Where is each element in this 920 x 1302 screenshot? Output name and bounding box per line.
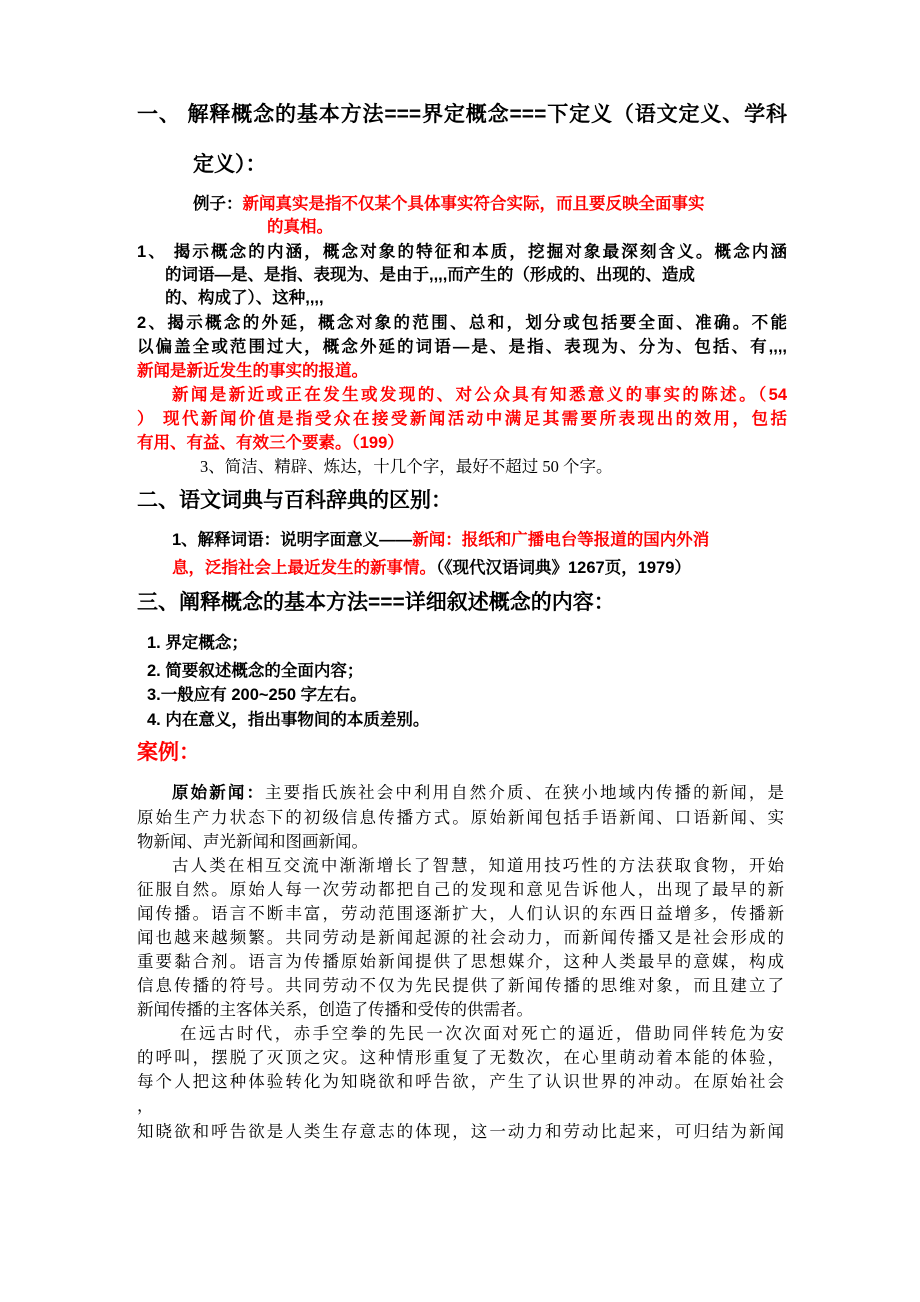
text-segment: 闻也越来越频繁。共同劳动是新闻起源的社会动力，而新闻传播又是社会形成的 xyxy=(137,928,784,947)
text-segment: 2、揭示概念的外延，概念对象的范围、总和，划分或包括要全面、准确。不能 xyxy=(137,314,787,332)
text-segment: 的、构成了）、这种,,,, xyxy=(165,289,324,307)
text-segment: ， xyxy=(137,1096,154,1115)
text-segment: 3.一般应有 200~250 字左右。 xyxy=(147,686,367,704)
case-p3-line-2 xyxy=(137,1046,784,1070)
text-segment: 1. 界定概念； xyxy=(147,634,248,652)
case-p3-line-4 xyxy=(137,1094,154,1118)
text-segment: 信息传播的符号。共同劳动不仅为先民提供了新闻传播的思维对象，而且建立了 xyxy=(137,976,784,995)
case-p3-line-3 xyxy=(137,1070,784,1094)
point-1-line-2 xyxy=(165,263,695,287)
point-2-example-1 xyxy=(137,359,368,383)
section-1-heading-cont xyxy=(193,150,267,180)
case-p2-line-4 xyxy=(137,926,784,950)
case-p2-line-1 xyxy=(172,854,784,878)
point-2-line-1 xyxy=(137,311,787,335)
point-2-example-4 xyxy=(137,431,404,455)
text-segment: 在远古时代，赤手空拳的先民一次次面对死亡的逼近，借助同伴转危为安 xyxy=(180,1024,784,1043)
text-segment: 的真相。 xyxy=(267,218,333,236)
point-1-line-1 xyxy=(137,240,787,264)
text-segment: 案例： xyxy=(137,741,200,764)
text-segment: 物新闻、声光新闻和图画新闻。 xyxy=(137,832,368,851)
case-p3-line-5 xyxy=(137,1120,784,1144)
text-segment: 4. 内在意义，指出事物间的本质差别。 xyxy=(147,711,430,729)
case-p2-line-3 xyxy=(137,902,784,926)
section-1-heading xyxy=(137,100,787,130)
text-segment: ） 现代新闻价值是指受众在接受新闻活动中满足其需要所表现出的效用，包括 xyxy=(137,410,787,428)
text-segment: 2. 简要叙述概念的全面内容； xyxy=(147,662,364,680)
text-segment: 新闻是新近发生的事实的报道。 xyxy=(137,362,368,380)
case-p2-line-6 xyxy=(137,974,784,998)
section-2-point-1 xyxy=(172,528,709,552)
text-segment: 新闻：报纸和广播电台等报道的国内外消 xyxy=(412,531,710,549)
section-2-heading xyxy=(137,486,452,516)
point-2-line-2 xyxy=(137,335,787,359)
point-3 xyxy=(200,455,613,479)
case-p1-line-2 xyxy=(137,806,784,830)
text-segment: 主要指氏族社会中利用自然介质、在狭小地域内传播的新闻，是 xyxy=(265,783,784,802)
point-2-example-3 xyxy=(137,407,787,431)
text-segment: 3、简洁、精辟、炼达，十几个字，最好不超过 50 个字。 xyxy=(200,457,613,476)
section-2-point-1-cont xyxy=(172,556,691,580)
text-segment: 闻传播。语言不断丰富，劳动范围逐渐扩大，人们认识的东西日益增多，传播新 xyxy=(137,904,784,923)
case-p3-line-1 xyxy=(180,1022,784,1046)
text-segment: 知晓欲和呼告欲是人类生存意志的体现，这一动力和劳动比起来，可归结为新闻 xyxy=(137,1122,784,1141)
text-segment: 每个人把这种体验转化为知晓欲和呼告欲，产生了认识世界的冲动。在原始社会 xyxy=(137,1072,784,1091)
text-segment: 二、语文词典与百科辞典的区别： xyxy=(137,489,452,512)
text-segment: 例子： xyxy=(193,195,243,213)
text-segment: 的呼叫，摆脱了灭顶之灾。这种情形重复了无数次，在心里萌动着本能的体验， xyxy=(137,1048,784,1067)
text-segment: 以偏盖全或范围过大，概念外延的词语—是、是指、表现为、分为、包括、有,,,, xyxy=(137,338,787,356)
example-line xyxy=(193,192,705,216)
section-3-item-1 xyxy=(147,631,248,655)
case-p1-line-1 xyxy=(172,781,784,805)
text-segment: 的词语—是、是指、表现为、是由于,,,,而产生的（形成的、出现的、造成 xyxy=(165,266,695,284)
point-2-example-2 xyxy=(172,383,787,407)
term-label: 原始新闻： xyxy=(172,783,266,802)
text-segment: 原始生产力状态下的初级信息传播方式。原始新闻包括手语新闻、口语新闻、实 xyxy=(137,808,784,827)
text-segment: 有用、有益、有效三个要素。（199） xyxy=(137,434,404,452)
section-3-item-4 xyxy=(147,708,429,732)
text-segment: 新闻真实是指不仅某个具体事实符合实际，而且要反映全面事实 xyxy=(242,195,705,213)
text-segment: 息，泛指社会上最近发生的新事情。 xyxy=(172,559,436,577)
example-line-cont xyxy=(267,215,333,239)
section-3-heading xyxy=(137,588,615,618)
text-segment: 三、阐释概念的基本方法===详细叙述概念的内容： xyxy=(137,591,615,614)
case-p2-line-2 xyxy=(137,878,784,902)
text-segment: 古人类在相互交流中渐渐增长了智慧，知道用技巧性的方法获取食物，开始 xyxy=(172,856,784,875)
point-1-line-3 xyxy=(165,286,324,310)
text-segment: 新闻是新近或正在发生或发现的、对公众具有知悉意义的事实的陈述。（54 xyxy=(172,386,787,404)
case-p2-line-7 xyxy=(137,998,533,1022)
case-p1-line-3 xyxy=(137,830,368,854)
text-segment: 一、 解释概念的基本方法===界定概念===下定义（语文定义、学科 xyxy=(137,103,787,126)
case-heading xyxy=(137,738,200,768)
text-segment: 1、 揭示概念的内涵，概念对象的特征和本质，挖掘对象最深刻含义。概念内涵 xyxy=(137,243,787,261)
section-3-item-2 xyxy=(147,659,363,683)
text-segment: （《现代汉语词典》1267页，1979） xyxy=(436,559,691,577)
text-segment: 1、解释词语：说明字面意义—— xyxy=(172,531,413,549)
case-p2-line-5 xyxy=(137,950,784,974)
text-segment: 新闻传播的主客体关系，创造了传播和受传的供需者。 xyxy=(137,1000,533,1019)
section-3-item-3 xyxy=(147,683,367,707)
text-segment: 定义）： xyxy=(193,153,267,176)
text-segment: 征服自然。原始人每一次劳动都把自己的发现和意见告诉他人，出现了最早的新 xyxy=(137,880,784,899)
text-segment: 重要黏合剂。语言为传播原始新闻提供了思想媒介，这种人类最早的意媒，构成 xyxy=(137,952,784,971)
